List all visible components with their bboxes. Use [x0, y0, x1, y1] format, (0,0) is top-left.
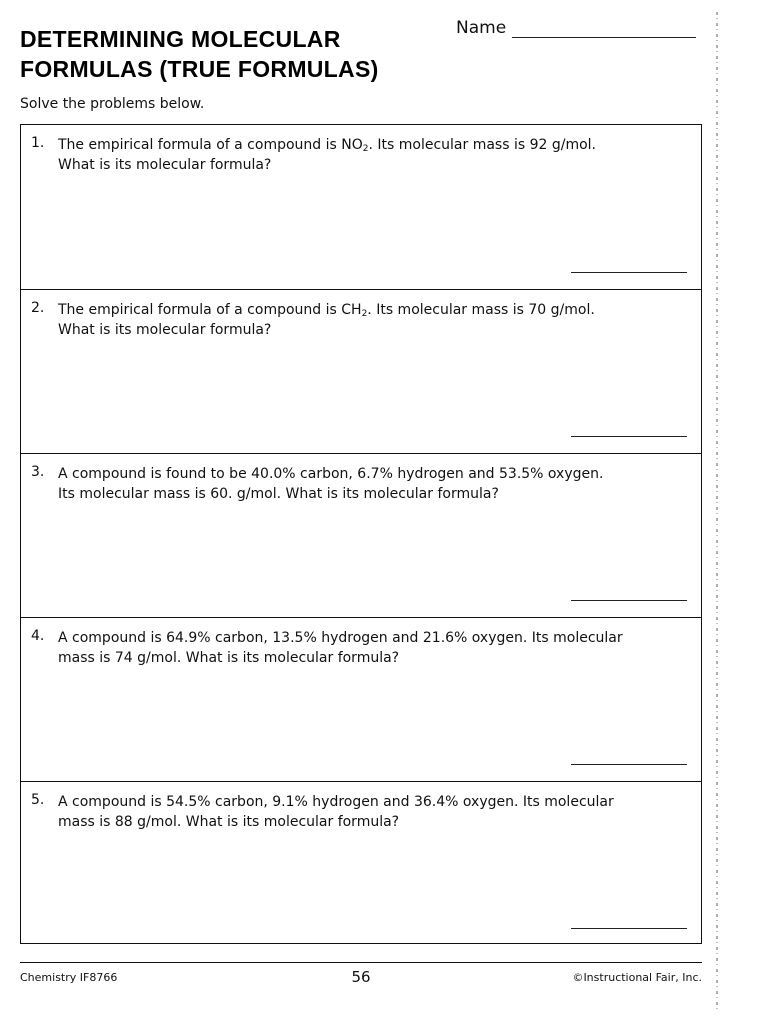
problem-number: 4. — [31, 628, 45, 644]
problem-2 — [21, 289, 701, 453]
problem-1 — [21, 125, 701, 289]
footer-divider — [20, 962, 702, 963]
problem-text — [58, 135, 678, 175]
problems-box — [20, 124, 702, 944]
problem-text — [58, 300, 678, 340]
problem-line-2: Its molecular mass is 60. g/mol. What is its molecular formula? — [58, 486, 499, 502]
page-footer — [20, 968, 702, 988]
name-field[interactable] — [456, 18, 696, 38]
problem-line-1: A compound is 54.5% carbon, 9.1% hydrogen and 36.4% oxygen. Its molecular — [58, 794, 614, 810]
answer-line[interactable] — [571, 272, 687, 273]
subscript: 2 — [361, 309, 368, 319]
problem-number: 1. — [31, 135, 45, 151]
answer-line[interactable] — [571, 600, 687, 601]
problem-line-1: The empirical formula of a compound is $CH_2$. Its molecular mass is 70 g/mol. — [58, 302, 595, 319]
page-number: 56 — [351, 968, 371, 986]
worksheet-title — [20, 24, 379, 84]
problem-line-2: What is its molecular formula? — [58, 157, 272, 173]
scan-edge-artifact — [716, 12, 718, 1012]
subscript: 2 — [362, 144, 369, 154]
name-label: Name — [456, 18, 507, 38]
footer-copyright: ©Instructional Fair, Inc. — [572, 971, 702, 984]
title-line-1: DETERMINING MOLECULAR — [20, 26, 341, 52]
name-blank-line[interactable] — [512, 19, 696, 38]
problem-5 — [21, 781, 701, 945]
answer-line[interactable] — [571, 764, 687, 765]
answer-line[interactable] — [571, 928, 687, 929]
instructions: Solve the problems below. — [20, 96, 205, 112]
problem-3 — [21, 453, 701, 617]
problem-text — [58, 792, 678, 832]
problem-line-2: mass is 88 g/mol. What is its molecular formula? — [58, 814, 400, 830]
problem-line-2: mass is 74 g/mol. What is its molecular formula? — [58, 650, 400, 666]
problem-line-1: A compound is 64.9% carbon, 13.5% hydrogen and 21.6% oxygen. Its molecular — [58, 630, 623, 646]
problem-line-1: A compound is found to be 40.0% carbon, 6.7% hydrogen and 53.5% oxygen. — [58, 466, 604, 482]
problem-number: 5. — [31, 792, 45, 808]
problem-4 — [21, 617, 701, 781]
problem-number: 3. — [31, 464, 45, 480]
problem-number: 2. — [31, 300, 45, 316]
footer-book-code: Chemistry IF8766 — [20, 971, 118, 984]
answer-line[interactable] — [571, 436, 687, 437]
problem-line-2: What is its molecular formula? — [58, 322, 272, 338]
problem-text — [58, 628, 678, 668]
problem-text — [58, 464, 678, 504]
title-line-2: FORMULAS (TRUE FORMULAS) — [20, 56, 379, 82]
problem-line-1: The empirical formula of a compound is $NO_2$. Its molecular mass is 92 g/mol. — [58, 137, 596, 154]
